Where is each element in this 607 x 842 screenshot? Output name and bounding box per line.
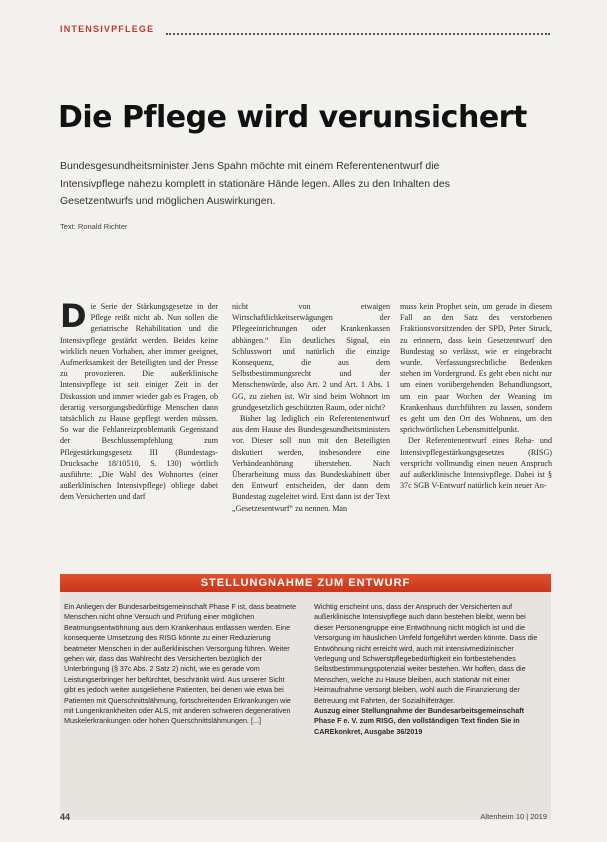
body-column-1 [60, 301, 218, 567]
paragraph: nicht von etwaigen Wirtschaftlichkeitserwägungen der Pflegeeinrichtungen oder Krankenkassen abhängen.“ Ein deutliches Signal, ein Schlusswort und natürlich die einzige Konsequenz, die aus dem Selbstbestimmungsrecht und der Menschenwürde, also Art. 2 und Art. 1 Abs. 1 GG, zu ziehen ist. Wir sind beim Wohnort im grundgesetzlich geschützten Raum, oder nicht? [232, 302, 390, 412]
paragraph: Bisher lag lediglich ein Referentenentwurf aus dem Hause des Bundesgesundheitsministers vor. Dieser soll nun mit den Beteiligten diskutiert werden, insbesondere eine Verbändeanhörung überstehen. Nach Überarbeitung muss das Bundeskabinett über den Entwurf entscheiden, der dann dem Bundestag zugeleitet wird. Erst dann ist der Text „Gesetzesentwurf“ zu nennen. Man [232, 414, 390, 513]
section-label: INTENSIVPFLEGE [60, 24, 155, 34]
statement-column-2 [314, 602, 546, 737]
drop-cap: D [60, 301, 87, 335]
statement-box [60, 574, 551, 828]
statement-column-1: Ein Anliegen der Bundesarbeitsgemeinschaft Phase F ist, dass beatmete Menschen nicht ohne Versuch und Prüfung einer möglichen Beatmungsentwöhnung aus dem Krankenhaus entlassen werden. Eine konsequente Umsetzung des RISG könnte zu einer Reduzierung beatmeter Menschen in der außerklinischen Versorgung führen. Weiter gehen wir, dass das Wahlrecht des Versicherten bezüglich der Unterbringung (§ 37c Abs. 2 Satz 2) nicht, wie es gerade vom Leistungserbringer her befürchtet, beschränkt wird. Aus unserer Sicht gibt es jedoch weiter ausgeliehene Patienten, bei denen wie etwa bei Patienten mit Querschnittslähmung, fortschreitenden Erkrankungen wie mit Lungenkrankheiten oder ALS, mit anderen schweren degenerativen Muskelerkrankungen oder hohen Querschnittslähmungen. [...] [64, 602, 297, 726]
article-lead: Bundesgesundheitsminister Jens Spahn möchte mit einem Referentenentwurf die Intensivpflege nahezu komplett in stationäre Hände legen. Alles zu den Inhalten des Gesetzentwurfs und möglichen Auswirkungen. [60, 160, 450, 207]
statement-source: Auszug einer Stellungnahme der Bundesarbeitsgemeinschaft Phase F e. V. zum RISG, den vollständigen Text finden Sie in CAREkonkret, Ausgabe 36/2019 [314, 706, 525, 736]
statement-title: STELLUNGNAHME ZUM ENTWURF [200, 577, 411, 589]
statement-text: Wichtig erscheint uns, dass der Anspruch der Versicherten auf außerklinische Intensivpflege auch dann bestehen bleibt, wenn bei dieser Personengruppe eine Entwöhnung nicht möglich ist und die Versorgung im häuslichen Umfeld fortgeführt werden könnte. Dass die Entwöhnung nicht erreicht wird, auch mit intensivmedizinischer Verlegung und Schwerstpflegebedürftigkeit ein fortbestehendes Selbstbestimmungspotenzial weiter bestehen. Wir hoffen, dass die Menschen, welche zu Hause bleiben, auch stationär mit einer Heimaufnahme versorgt bleiben, wohl auch die Finanzierung der Betreuung mit Fahrten, der Sozialhilfeträger. [314, 602, 538, 705]
paragraph: ie Serie der Stärkungsgesetze in der Pflege reißt nicht ab. Nun sollen die geriatrische Rehabilitation und die Intensivpflege gestärkt werden. Beides keine wirklich neuen Vorhaben, aber immer geeignet, Aufmerksamkeit der Beteiligten und der Presse zu provozieren. Die außerklinische Intensivpflege ist seit einiger Zeit in der Diskussion und immer wieder gab es Fragen, ob derartig versorgungsbedürftige Menschen dann tatsächlich zu Hause gepflegt werden müssen. So war die Fehlanreizproblematik Gegenstand der Beschlussempfehlung zum Pflegestärkungsgesetz III (Bundestags-Drucksache 18/10510, S. 130) wörtlich ausführte: „Die Wahl des Wohnortes (einer außerklinischen Intensivpflege) obliege dabei dem Versicherten und darf [60, 302, 218, 502]
article-title: Die Pflege wird verunsichert [58, 100, 527, 135]
page-number: 44 [60, 812, 71, 822]
publication-info: Altenheim 10 | 2019 [480, 812, 547, 821]
section-divider [166, 33, 550, 35]
paragraph: Der Referentenentwurf eines Reha- und Intensivpflegestärkungsgesetzes (RISG) verspricht vollmundig einen neuen Anspruch auf außerklinische Intensivpflege. Dabei ist § 37c SGB V-Entwurf natürlich kein neuer An- [400, 436, 552, 491]
article-author: Text: Ronald Richter [60, 222, 128, 231]
body-column-2 [232, 301, 390, 567]
paragraph: muss kein Prophet sein, um gerade in diesem Fall an den Satz des verstorbenen Fraktionsvorsitzenden der SPD, Peter Struck, zu erinnern, dass kein Gesetzentwurf den Bundestag so verlässt, wie er eingebracht wurde. Verfassungsrechtliche Bedenken stehen im Vordergrund. Es geht eben nicht nur um einen vorübergehenden Behandlungsort, um ein paar Wochen der Weaning im Krankenhaus durchführen zu lassen, sondern es geht um den Ort des Wohnens, um den sprichwörtlichen Lebensmittelpunkt. [400, 302, 552, 435]
body-column-3 [400, 301, 552, 567]
statement-body [60, 592, 551, 820]
